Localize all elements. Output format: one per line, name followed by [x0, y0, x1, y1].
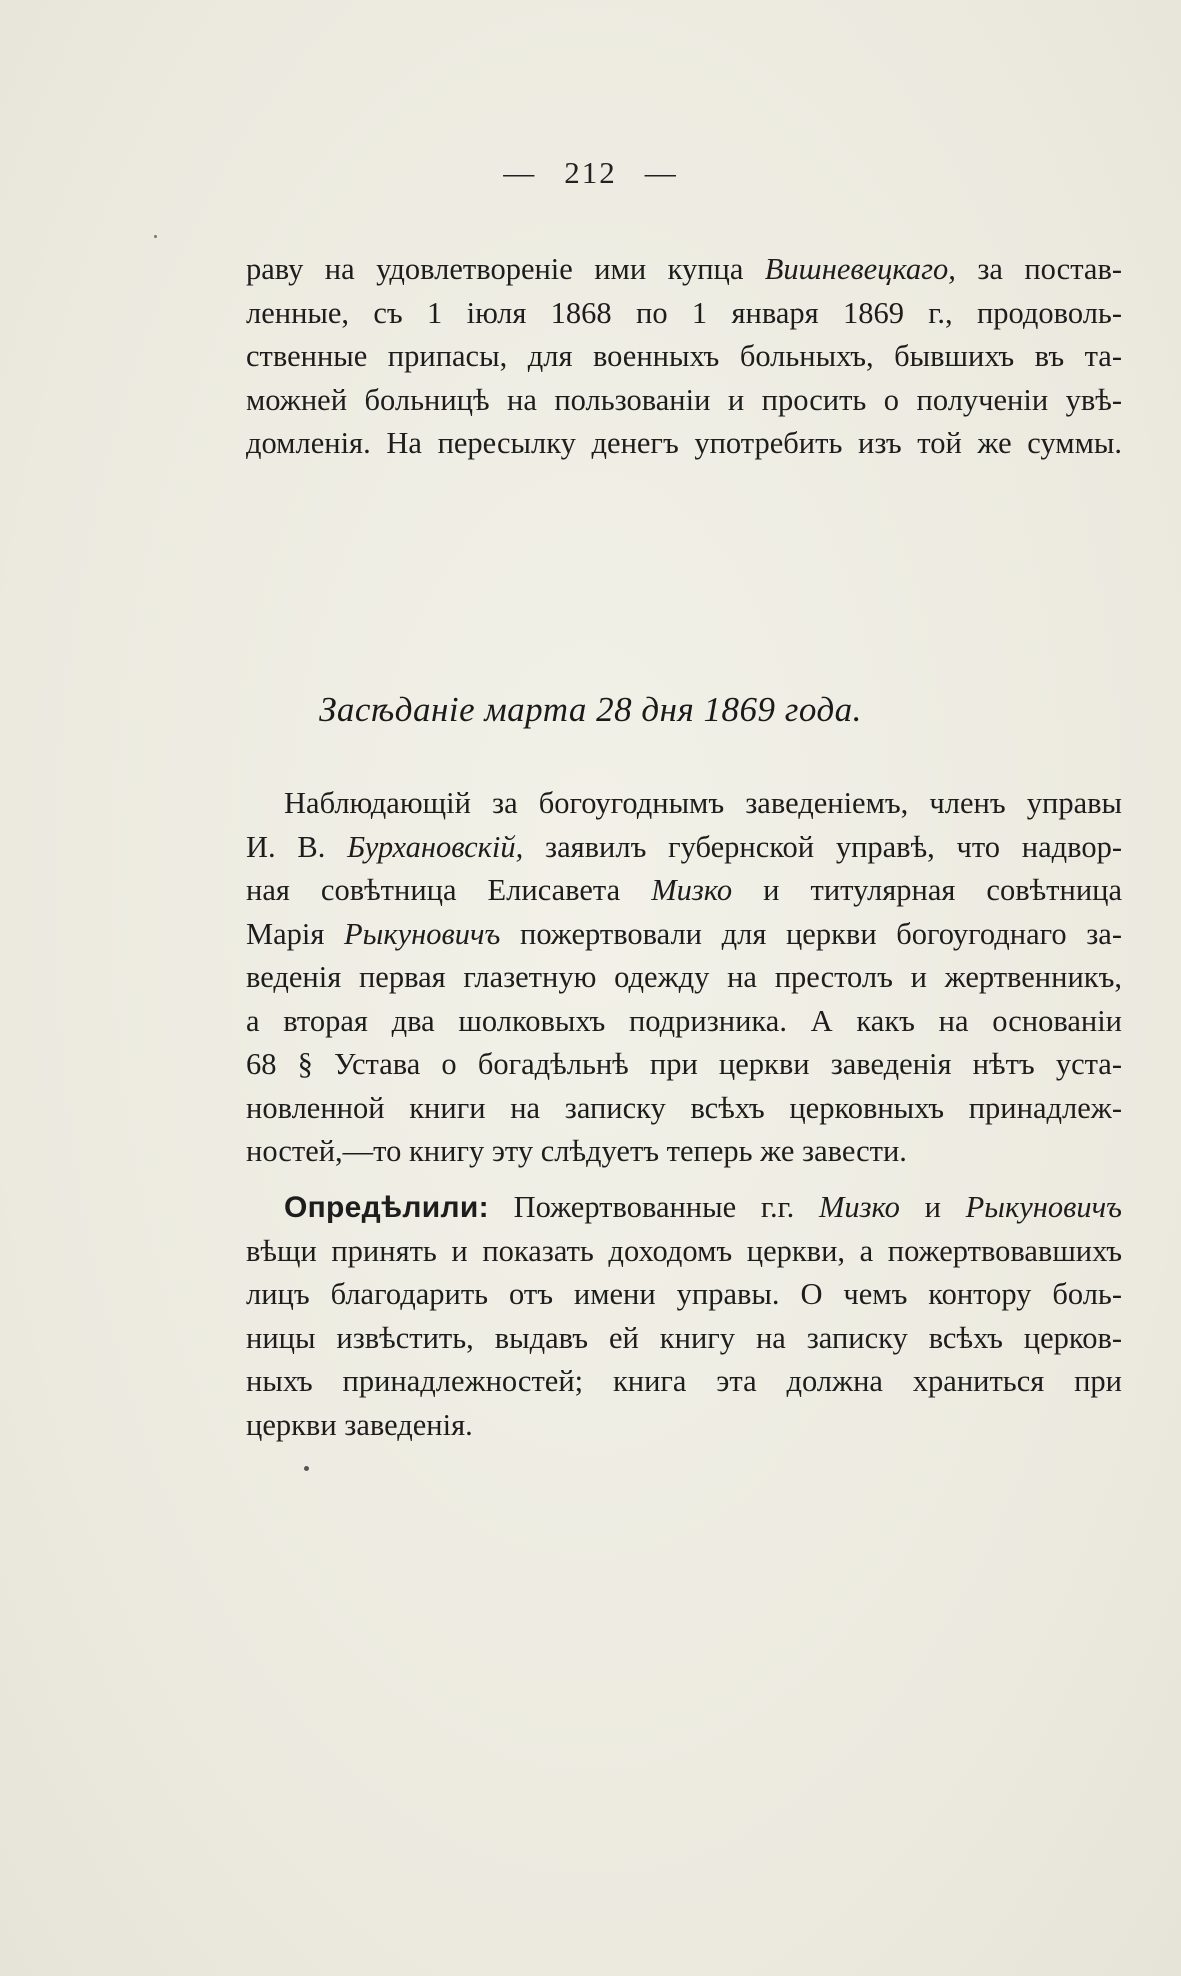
- text-line: Марія Рыкуновичъ пожертвовали для церкви богоугоднаго за-: [246, 916, 1122, 951]
- text-line: домленія. На пересылку денегъ употребить изъ той же суммы.: [246, 426, 1122, 460]
- text-line: Наблюдающій за богоугоднымъ заведеніемъ, членъ управы: [284, 786, 1122, 820]
- page-number: 212: [564, 155, 617, 190]
- header-dash-right: —: [644, 155, 678, 190]
- person-name: Мизко: [651, 873, 733, 907]
- text-line: ницы извѣстить, выдавъ ей книгу на записку всѣхъ церков-: [246, 1320, 1122, 1355]
- person-name: Бурхановскій,: [347, 829, 524, 864]
- text-line: раву на удовлетвореніе ими купца Вишневецкаго, за постав-: [246, 252, 1122, 286]
- paragraph-continuation: [246, 248, 1122, 466]
- text-line: ная совѣтница Елисавета Мизко и титулярная совѣтница: [246, 873, 1123, 907]
- ink-dot: [304, 1466, 309, 1471]
- text-line: И. В. Бурхановскій, заявилъ губернской управѣ, что надвор-: [246, 829, 1123, 864]
- paragraph-report: [246, 782, 1122, 1174]
- paragraph-resolution: [246, 1186, 1122, 1447]
- page-header: [0, 155, 1181, 191]
- text-line: веденія первая глазетную одежду на престолъ и жертвенникъ,: [246, 960, 1122, 994]
- text-line: ныхъ принадлежностей; книга эта должна храниться при: [246, 1364, 1122, 1398]
- person-name: Рыкуновичъ: [965, 1190, 1122, 1224]
- header-dash-left: —: [503, 155, 537, 190]
- paper-speck: [154, 235, 157, 238]
- person-name: Мизко: [818, 1190, 900, 1224]
- resolution-label: Опредѣлили:: [284, 1191, 489, 1224]
- text-line: Опредѣлили: Пожертвованные г.г. Мизко и Рыкуновичъ: [284, 1190, 1122, 1224]
- text-line: можней больницѣ на пользованіи и просить о полученіи увѣ-: [246, 382, 1122, 417]
- text-line: 68 § Устава о богадѣльнѣ при церкви заведенія нѣтъ уста-: [246, 1047, 1122, 1081]
- text-line: ленные, съ 1 іюля 1868 по 1 января 1869 г., продоволь-: [246, 295, 1122, 330]
- text-line: церкви заведенія.: [246, 1407, 473, 1442]
- text-line: лицъ благодарить отъ имени управы. О чемъ контору боль-: [246, 1277, 1122, 1311]
- text-line: ностей,—то книгу эту слѣдуетъ теперь же завести.: [246, 1134, 907, 1168]
- text-line: вѣщи принять и показать доходомъ церкви, а пожертвовавшихъ: [246, 1233, 1122, 1268]
- text-line: ственные припасы, для военныхъ больныхъ, бывшихъ въ та-: [246, 339, 1122, 373]
- session-heading: Засѣданіе марта 28 дня 1869 года.: [319, 690, 862, 729]
- merchant-name: Вишневецкаго,: [764, 252, 956, 286]
- text-line: новленной книги на записку всѣхъ церковныхъ принадлеж-: [246, 1090, 1122, 1125]
- person-name: Рыкуновичъ: [344, 916, 501, 951]
- text-line: а вторая два шолковыхъ подризника. А какъ на основаніи: [246, 1003, 1122, 1038]
